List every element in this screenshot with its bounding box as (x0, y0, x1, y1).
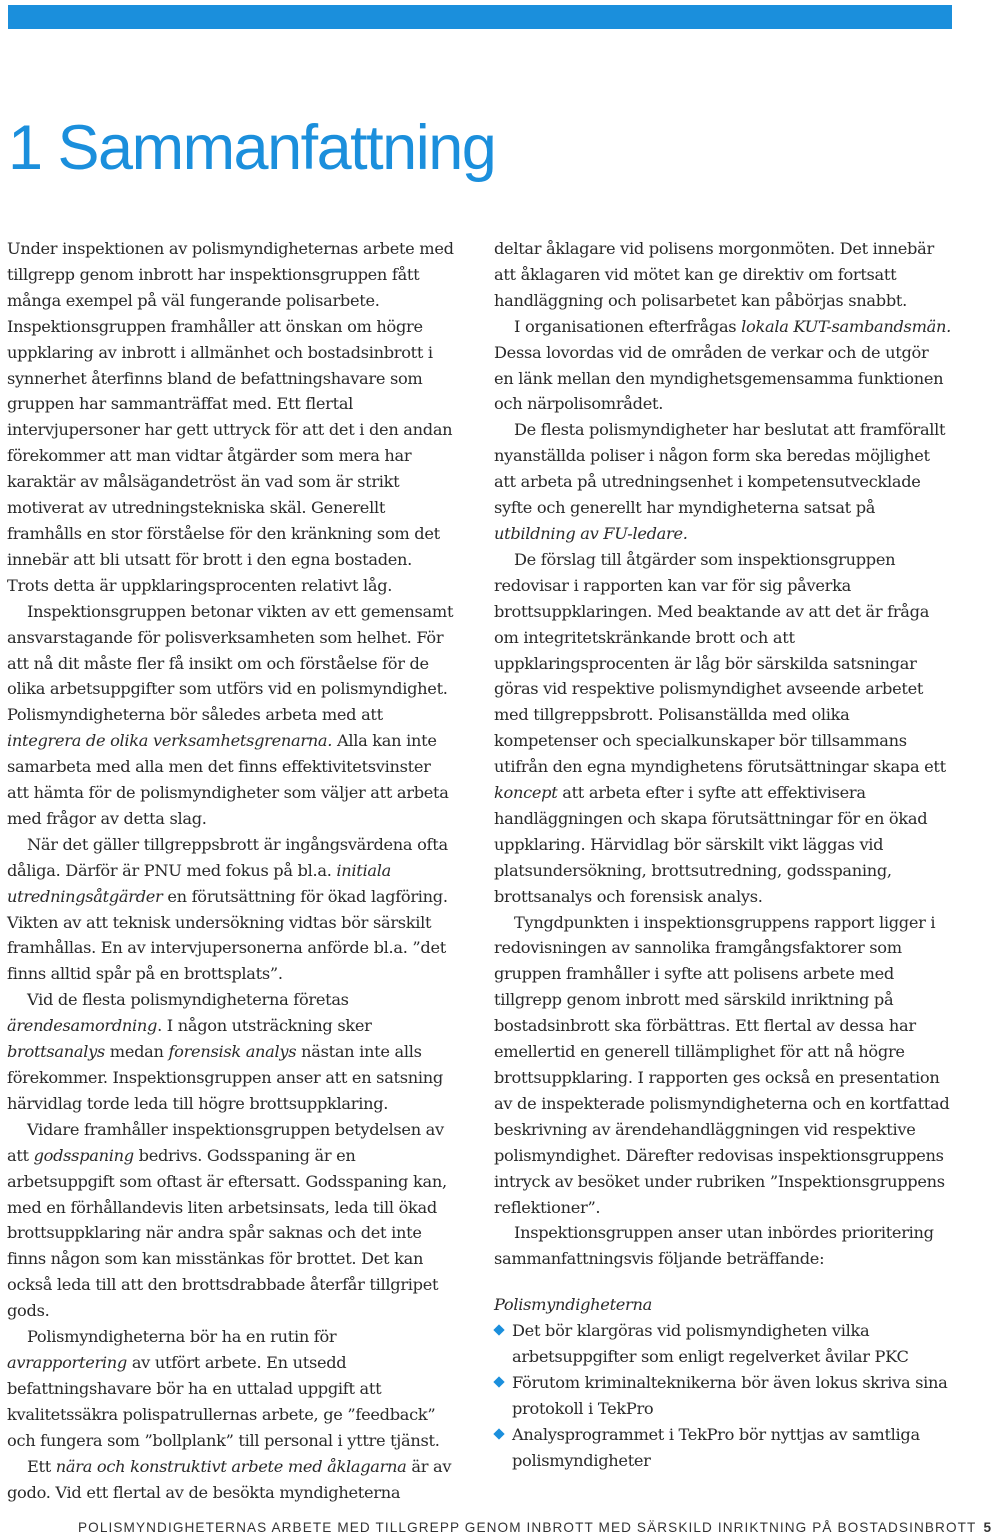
diamond-bullet-icon (493, 1428, 504, 1439)
right-column (494, 236, 952, 1474)
paragraph (7, 599, 455, 832)
list-item-text: Förutom kriminalteknikerna bör även lokus skriva sina protokoll i TekPro (512, 1372, 948, 1418)
text-run: deltar åklagare vid polisens morgonmöten. Det innebär att åklagaren vid mötet kan ge direktiv om fortsatt handläggning och polisarbetet kan påbörjas snabbt. (494, 239, 934, 310)
emphasis: integrera de olika verksamhetsgrenarna. (7, 731, 333, 751)
header-color-bar (8, 5, 952, 29)
text-run: Inspektionsgruppen betonar vikten av ett gemensamt ansvarstagande för polisverksamheten som helhet. För att nå dit måste fler få insikt om och förståelse för de olika arbetsuppgifter som utförs vid en polismyndighet. Polismyndigheterna bör således arbeta med att (7, 601, 454, 725)
text-run: nästan inte alls förekommer. Inspektionsgruppen anser att en satsning härvidlag torde leda till högre brottsuppklaring. (7, 1042, 443, 1113)
text-run: bedrivs. Godsspaning är en arbetsuppgift som oftast är eftersatt. Godsspaning kan, med en förhållandevis liten arbetsinsats, leda till ökad brottsuppklaring när andra spår saknas och det inte finns någon som kan misstänkas för brottet. Det kan också leda till att den brottsdrabbade återfår tillgripet gods. (7, 1145, 447, 1321)
paragraph (494, 547, 952, 910)
page-number: 5 (983, 1520, 992, 1535)
text-run: I organisationen efterfrågas (514, 316, 742, 336)
text-run: Dessa lovordas vid de områden de verkar och de utgör en länk mellan den myndighetsgemensamma funktionen och närpolisområdet. (494, 342, 944, 414)
paragraph (494, 1220, 952, 1272)
text-run: är av godo. Vid ett flertal av de besökta myndigheterna (7, 1456, 452, 1502)
left-column (7, 236, 455, 1505)
text-run: av utfört arbete. En utsedd befattningshavare bör ha en uttalad uppgift att kvalitetssäkra polispatrullernas arbete, ge ”feedback” och fungera som ”bollplank” till personal i yttre tjänst. (7, 1352, 440, 1450)
diamond-bullet-icon (493, 1324, 504, 1335)
list-item (494, 1370, 952, 1422)
bullet-list (494, 1318, 952, 1473)
emphasis: avrapportering (7, 1352, 127, 1372)
paragraph (7, 832, 455, 987)
paragraph (494, 314, 952, 418)
emphasis: initiala utredningsåtgärder (7, 860, 391, 906)
text-run: Under inspektionen av polismyndigheternas arbete med tillgrepp genom inbrott har inspektionsgruppen fått många exempel på väl fungerande polisarbete. Inspektionsgruppen framhåller att önskan om högre uppklaring av inbrott i allmänhet och bostadsinbrott i synnerhet återfinns bland de befattningshavare som gruppen har sammanträffat med. Ett flertal intervjupersoner har gett uttryck för att det i den andan förekommer att man vidtar åtgärder som mera har karaktär av målsägandetröst än vad som är strikt motiverat av utredningstekniska skäl. Generellt framhålls en stor förståelse för den kränkning som det innebär att bli utsatt för brott i den egna bostaden. Trots detta är uppklaringsprocenten relativt låg. (7, 239, 454, 595)
emphasis: forensisk analys (168, 1042, 297, 1062)
paragraph (7, 1454, 455, 1506)
text-run: När det gäller tillgreppsbrott är ingångsvärdena ofta dåliga. Därför är PNU med fokus på bl.a. (7, 834, 448, 880)
subheading: Polismyndigheterna (494, 1295, 652, 1315)
text-run: Tyngdpunkten i inspektionsgruppens rapport ligger i redovisningen av sannolika framgångsfaktorer som gruppen framhåller i syfte att polisens arbete med tillgrepp genom inbrott med särskild inriktning på bostadsinbrott ska förbättras. Ett flertal av dessa har emellertid en generell tillämplighet för att nå högre brottsuppklaring. I rapporten ges också en presentation av de inspekterade polismyndigheterna och en kortfattad beskrivning av ärendehandläggningen vid respektive polismyndighet. Därefter redovisas inspektionsgruppens intryck av besöket under rubriken ”Inspektionsgruppens reflektioner”. (494, 912, 950, 1217)
text-run: De förslag till åtgärder som inspektionsgruppen redovisar i rapporten kan var för sig påverka brottsuppklaringen. Med beaktande av att det är fråga om integritetskränkande brott och att uppklaringsprocenten är låg bör särskilda satsningar göras vid respektive polismyndighet avseende arbetet med tillgreppsbrott. Polisanställda med olika kompetenser och specialkunskaper bör tillsammans utifrån den egna myndighetens förutsättningar skapa ett (494, 549, 946, 777)
chapter-title: 1 Sammanfattning (8, 113, 496, 183)
list-item-text: Det bör klargöras vid polismyndigheten vilka arbetsuppgifter som enligt regelverket åvilar PKC (512, 1321, 909, 1367)
emphasis: ärendesamordning (7, 1016, 158, 1036)
text-run: Vidare framhåller inspektionsgruppen betydelsen av att (7, 1119, 444, 1165)
emphasis: koncept (494, 783, 558, 803)
emphasis: nära och konstruktivt arbete med åklagarna (55, 1456, 407, 1476)
text-run: . I någon utsträckning sker (157, 1016, 372, 1036)
text-run: en förutsättning för ökad lagföring. Vikten av att teknisk undersökning vidtas bör särskilt framhållas. En av intervjupersonerna anförde bl.a. ”det finns alltid spår på en brottsplats”. (7, 886, 448, 984)
emphasis: utbildning av FU-ledare. (494, 523, 688, 543)
list-item-text: Analysprogrammet i TekPro bör nyttjas av samtliga polismyndigheter (512, 1424, 920, 1470)
paragraph (7, 1117, 455, 1324)
diamond-bullet-icon (493, 1376, 504, 1387)
emphasis: lokala KUT-sambandsmän. (741, 316, 951, 336)
emphasis: godsspaning (33, 1145, 134, 1165)
text-run: Alla kan inte samarbeta med alla men det finns effektivitetsvinster att hämta för de polismyndigheter som väljer att arbeta med frågor av detta slag. (7, 731, 449, 828)
text-run: De flesta polismyndigheter har beslutat att framförallt nyanställda poliser i någon form ska beredas möjlighet att arbeta på utredningsenhet i kompetensutvecklade syfte och generellt har myndigheterna satsat på (494, 420, 946, 518)
paragraph (494, 910, 952, 1221)
text-run: Inspektionsgruppen anser utan inbördes prioritering sammanfattningsvis följande beträffande: (494, 1223, 934, 1269)
text-run: Polismyndigheterna bör ha en rutin för (27, 1327, 337, 1347)
text-run: Vid de flesta polismyndigheterna företas (27, 990, 349, 1010)
text-run: att arbeta efter i syfte att effektivisera handläggningen och skapa förutsättningar för en ökad uppklaring. Härvidlag bör särskilt vikt läggas vid platsundersökning, brottsutredning, godsspaning, brottsanalys och forensisk analys. (494, 783, 928, 906)
paragraph (494, 236, 952, 314)
paragraph (7, 1324, 455, 1454)
running-title: POLISMYNDIGHETERNAS ARBETE MED TILLGREPP GENOM INBROTT MED SÄRSKILD INRIKTNING PÅ BOSTADSINBROTT (78, 1520, 977, 1535)
paragraph (494, 417, 952, 547)
text-run: Ett (27, 1456, 56, 1476)
text-run: medan (104, 1042, 169, 1062)
paragraph (7, 987, 455, 1117)
emphasis: brottsanalys (7, 1042, 105, 1062)
list-item (494, 1318, 952, 1370)
list-item (494, 1422, 952, 1474)
paragraph (7, 236, 455, 599)
page-footer (78, 1520, 992, 1535)
